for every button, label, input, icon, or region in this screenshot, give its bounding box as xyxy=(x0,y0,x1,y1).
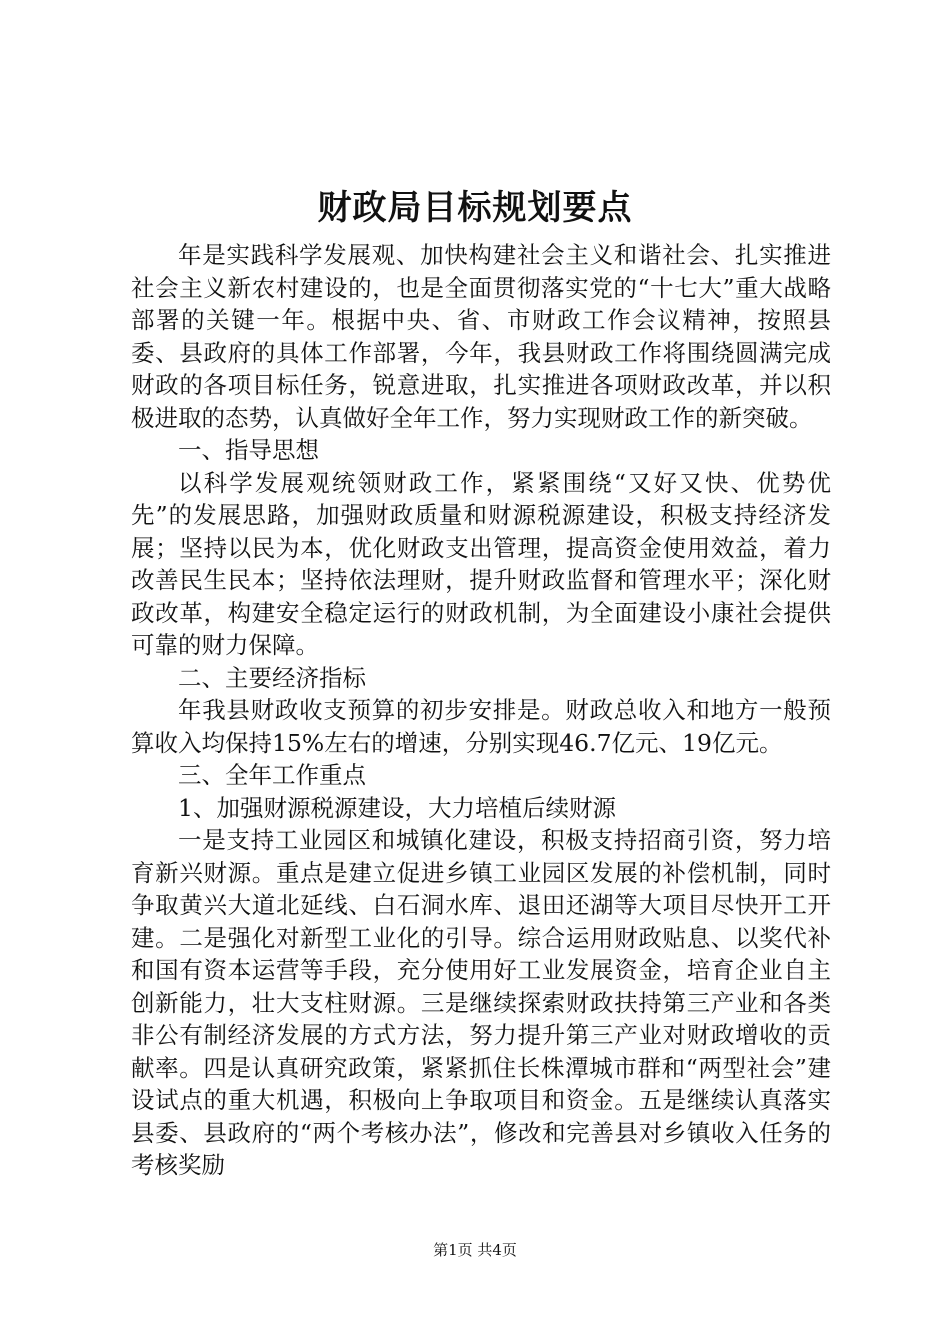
page-number-footer: 第1页 共4页 xyxy=(433,1241,517,1259)
section-heading-key-work: 三、全年工作重点 xyxy=(178,761,366,789)
guiding-thought-paragraph: 以科学发展观统领财政工作，紧紧围绕“又好又快、优势优先”的发展思路，加强财政质量和财源税源建设，积极支持经济发展；坚持以民为本，优化财政支出管理，提高资金使用效益，着力改善民生民本；坚持依法理财，提升财政监督和管理水平；深化财政改革，构建安全稳定运行的财政机制，为全面建设小康社会提供可靠的财力保障。 xyxy=(131,468,831,659)
section-heading-guiding-thought: 一、指导思想 xyxy=(178,436,319,464)
section-heading-economic-indicators: 二、主要经济指标 xyxy=(178,663,366,692)
document-body xyxy=(131,239,831,1182)
intro-paragraph: 年是实践科学发展观、加快构建社会主义和谐社会、扎实推进社会主义新农村建设的，也是全面贯彻落实党的“十七大”重大战略部署的关键一年。根据中央、省、市财政工作会议精神，按照县委、县政府的具体工作部署，今年，我县财政工作将围绕圆满完成财政的各项目标任务，锐意进取，扎实推进各项财政改革，并以积极进取的态势，认真做好全年工作，努力实现财政工作的新突破。 xyxy=(131,241,831,432)
revenue-sources-paragraph: 一是支持工业园区和城镇化建设，积极支持招商引资，努力培育新兴财源。重点是建立促进乡镇工业园区发展的补偿机制，同时争取黄兴大道北延线、白石洞水库、退田还湖等大项目尽快开工开建。二是强化对新型工业化的引导。综合运用财政贴息、以奖代补和国有资本运营等手段，充分使用好工业发展资金，培育企业自主创新能力，壮大支柱财源。三是继续探索财政扶持第三产业和各类非公有制经济发展的方式方法，努力提升第三产业对财政增收的贡献率。四是认真研究政策，紧紧抓住长株潭城市群和“两型社会”建设试点的重大机遇，积极向上争取项目和资金。五是继续认真落实县委、县政府的“两个考核办法”，修改和完善县对乡镇收入任务的考核奖励 xyxy=(131,826,831,1179)
economic-indicators-paragraph: 年我县财政收支预算的初步安排是。财政总收入和地方一般预算收入均保持15%左右的增速，分别实现46.7亿元、19亿元。 xyxy=(131,696,831,757)
document-title: 财政局目标规划要点 xyxy=(317,188,633,228)
subsection-heading-revenue-sources: 1、加强财源税源建设，大力培植后续财源 xyxy=(178,793,616,822)
